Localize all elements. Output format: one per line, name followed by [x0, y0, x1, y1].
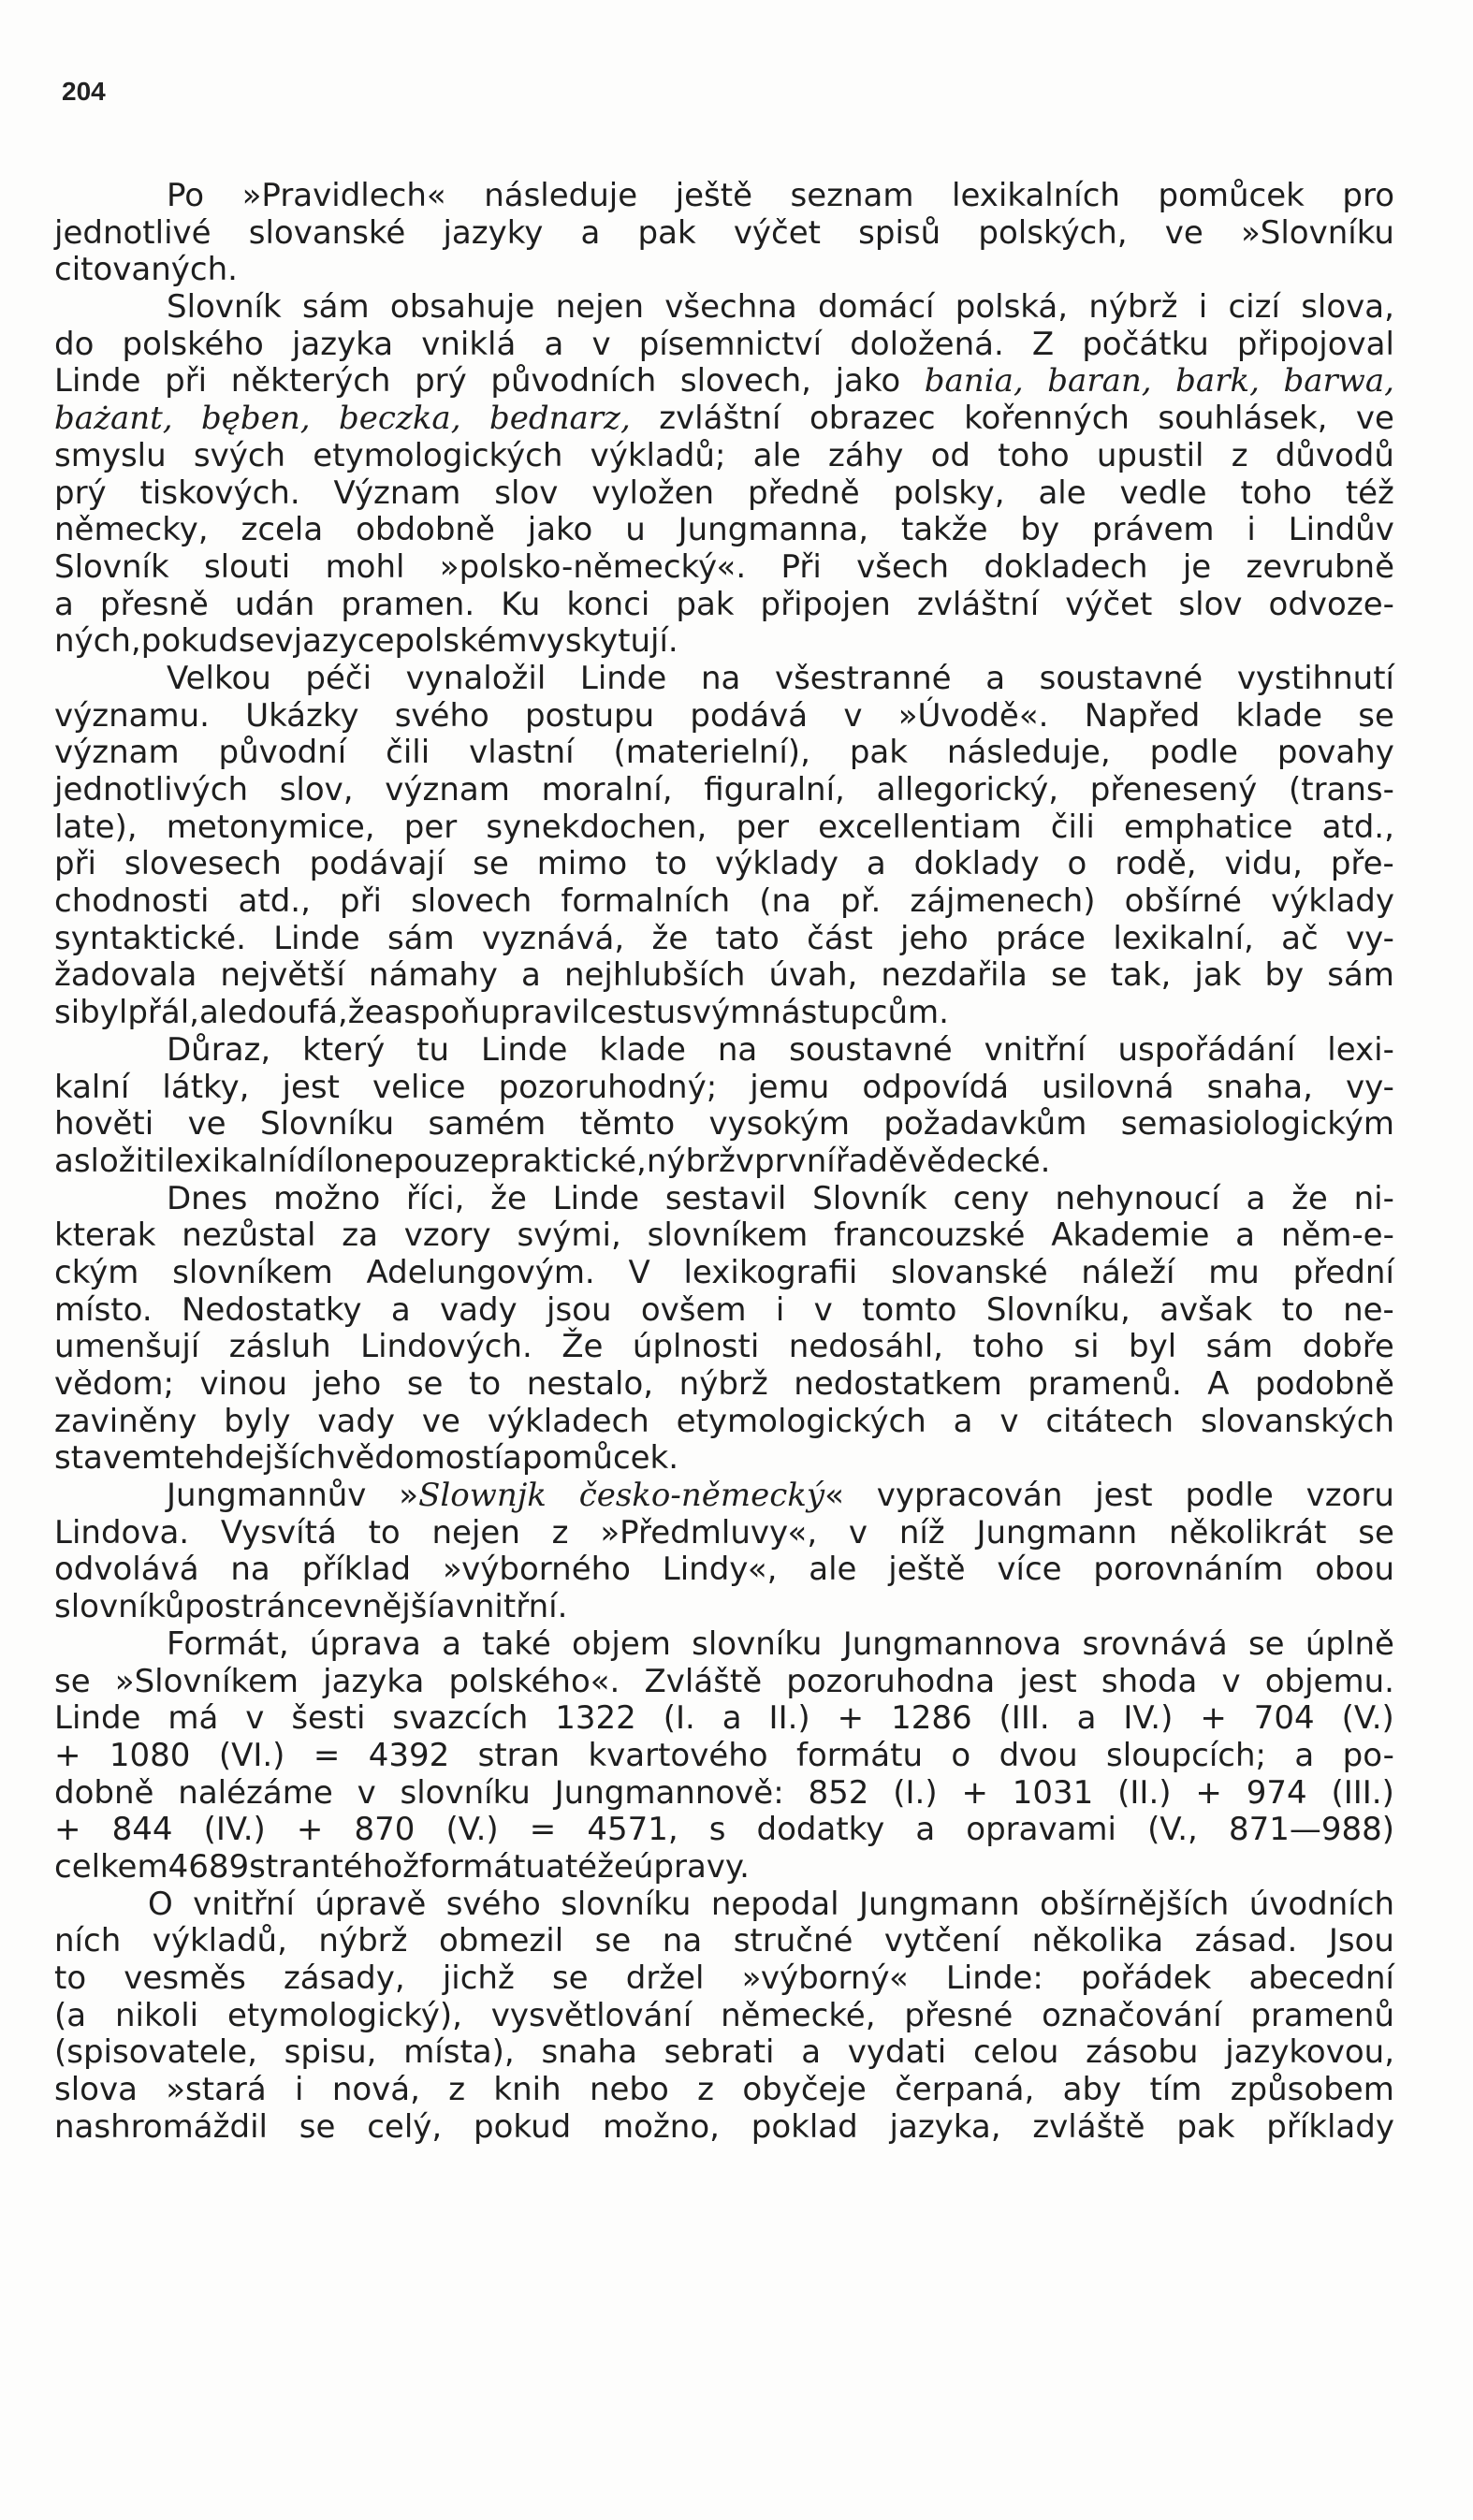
text-line: ních výkladů, nýbrž obmezil se na stručné vytčení několika zásad. Jsou [54, 1922, 1394, 1960]
text-line: Po »Pravidlech« následuje ještě seznam lexikalních pomůcek pro [167, 177, 1394, 214]
text-line: zaviněny byly vady ve výkladech etymologických a v citátech slovanských [54, 1402, 1394, 1440]
text-line: umenšují zásluh Lindových. Že úplnosti nedosáhl, toho si byl sám dobře [54, 1328, 1394, 1366]
text-line: Jungmannův »Slownjk česko-německý« vypracován jest podle vzoru [167, 1477, 1394, 1515]
page-number: 204 [62, 77, 106, 106]
text-line: jednotlivé slovanské jazyky a pak výčet spisů polských, ve »Slovníku [54, 213, 1394, 252]
text-line: smyslu svých etymologických výkladů; ale záhy od toho upustil z důvodů [54, 436, 1394, 474]
text-line: Velkou péči vynaložil Linde na všestranné a soustavné vystihnutí [167, 659, 1394, 697]
body-text [54, 178, 1394, 2146]
text-line: O vnitřní úpravě svého slovníku nepodal Jungmann obšírnějších úvodních [148, 1885, 1394, 1923]
text-line: kterak nezůstal za vzory svými, slovníkem francouzské Akademie a něm-e- [54, 1216, 1394, 1255]
text-line: prý tiskových. Význam slov vyložen předně polsky, ale vedle toho též [54, 473, 1394, 512]
text-line: slovníků po stránce vnější a vnitřní. [54, 1588, 568, 1626]
text-line: Linde má v šesti svazcích 1322 (I. a II.) + 1286 (III. a IV.) + 704 (V.) [54, 1699, 1394, 1738]
text-line: chodnosti atd., při slovech formalních (na př. zájmenech) obšírné výklady [54, 882, 1394, 921]
text-line: Slovník slouti mohl »polsko-německý«. Při všech dokladech je zevrubně [54, 547, 1394, 586]
text-line: kalní látky, jest velice pozoruhodný; jemu odpovídá usilovná snaha, vy- [54, 1068, 1394, 1106]
text-line: syntaktické. Linde sám vyznává, že tato část jeho práce lexikalní, ač vy- [54, 919, 1394, 957]
text-line: celkem 4689 stran téhož formátu a téže úpravy. [54, 1847, 750, 1886]
text-line: Formát, úprava a také objem slovníku Jungmannova srovnává se úplně [167, 1624, 1394, 1663]
text-line: jednotlivých slov, význam moralní, figuralní, allegorický, přenesený (trans- [54, 771, 1394, 808]
text-line: místo. Nedostatky a vady jsou ovšem i v tomto Slovníku, avšak to ne- [54, 1290, 1394, 1329]
text-line: Důraz, který tu Linde klade na soustavné vnitřní uspořádání lexi- [167, 1030, 1394, 1069]
text-line: odvolává na příklad »výborného Lindy«, ale ještě více porovnáním obou [54, 1551, 1394, 1589]
text-line: bażant, bęben, beczka, bednarz, zvláštní obrazec kořenných souhlásek, ve [54, 400, 1394, 438]
text-line: do polského jazyka vniklá a v písemnictví doložená. Z počátku připojoval [54, 325, 1394, 363]
text-line: a přesně udán pramen. Ku konci pak připojen zvláštní výčet slov odvoze- [54, 585, 1394, 623]
text-line: při slovesech podávají se mimo to výklady a doklady o rodě, vidu, pře- [54, 845, 1394, 883]
text-line: late), metonymice, per synekdochen, per excellentiam čili emphatice atd., [54, 808, 1394, 846]
text-line: významu. Ukázky svého postupu podává v »Úvodě«. Napřed klade se [54, 696, 1394, 735]
text-line: nashromáždil se celý, pokud možno, poklad jazyka, zvláště pak příklady [54, 2107, 1394, 2146]
text-line: + 844 (IV.) + 870 (V.) = 4571, s dodatky a opravami (V., 871—988) [54, 1811, 1394, 1849]
text-line: (spisovatele, spisu, místa), snaha sebrati a vydati celou zásobu jazykovou, [54, 2033, 1394, 2072]
text-line: ckým slovníkem Adelungovým. V lexikografii slovanské náleží mu přední [54, 1253, 1394, 1291]
text-line: slova »stará i nová, z knih nebo z obyčeje čerpaná, aby tím způsobem [54, 2071, 1394, 2109]
text-line: žadovala největší námahy a nejhlubších úvah, nezdařila se tak, jak by sám [54, 956, 1394, 995]
text-line: Dnes možno říci, že Linde sestavil Slovník ceny nehynoucí a že ni- [167, 1179, 1394, 1217]
text-line: stavem tehdejších vědomostí a pomůcek. [54, 1439, 679, 1478]
text-line: hověti ve Slovníku samém těmto vysokým požadavkům semasiologickým [54, 1105, 1394, 1143]
text-line: význam původní čili vlastní (materielní), pak následuje, podle povahy [54, 734, 1394, 772]
text-line: + 1080 (VI.) = 4392 stran kvartového formátu o dvou sloupcích; a po- [54, 1736, 1394, 1774]
text-line: německy, zcela obdobně jako u Jungmanna, takže by právem i Lindův [54, 511, 1394, 549]
text-line: citovaných. [54, 251, 238, 289]
text-line: Lindova. Vysvítá to nejen z »Předmluvy«, v níž Jungmann několikrát se [54, 1513, 1394, 1551]
text-line: dobně nalézáme v slovníku Jungmannově: 852 (I.) + 1031 (II.) + 974 (III.) [54, 1773, 1394, 1812]
text-line: si byl přál, ale doufá, že aspoň upravil cestu svým nástupcům. [54, 994, 949, 1032]
text-line: Slovník sám obsahuje nejen všechna domácí polská, nýbrž i cizí slova, [167, 288, 1394, 327]
text-line: (a nikoli etymologický), vysvětlování německé, přesné označování pramenů [54, 1996, 1394, 2034]
text-line: vědom; vinou jeho se to nestalo, nýbrž nedostatkem pramenů. A podobně [54, 1365, 1394, 1403]
text-line: ných, pokud se v jazyce polském vyskytují. [54, 622, 678, 661]
text-line: a složiti lexikalní dílo ne pouze praktické, nýbrž v první řadě vědecké. [54, 1142, 1051, 1180]
text-line: se »Slovníkem jazyka polského«. Zvláště pozoruhodna jest shoda v objemu. [54, 1662, 1394, 1700]
text-line: Linde při některých prý původních slovech, jako bania, baran, bark, barwa, [54, 362, 1394, 401]
text-line: to vesměs zásady, jichž se držel »výborný« Linde: pořádek abecední [54, 1959, 1394, 1997]
